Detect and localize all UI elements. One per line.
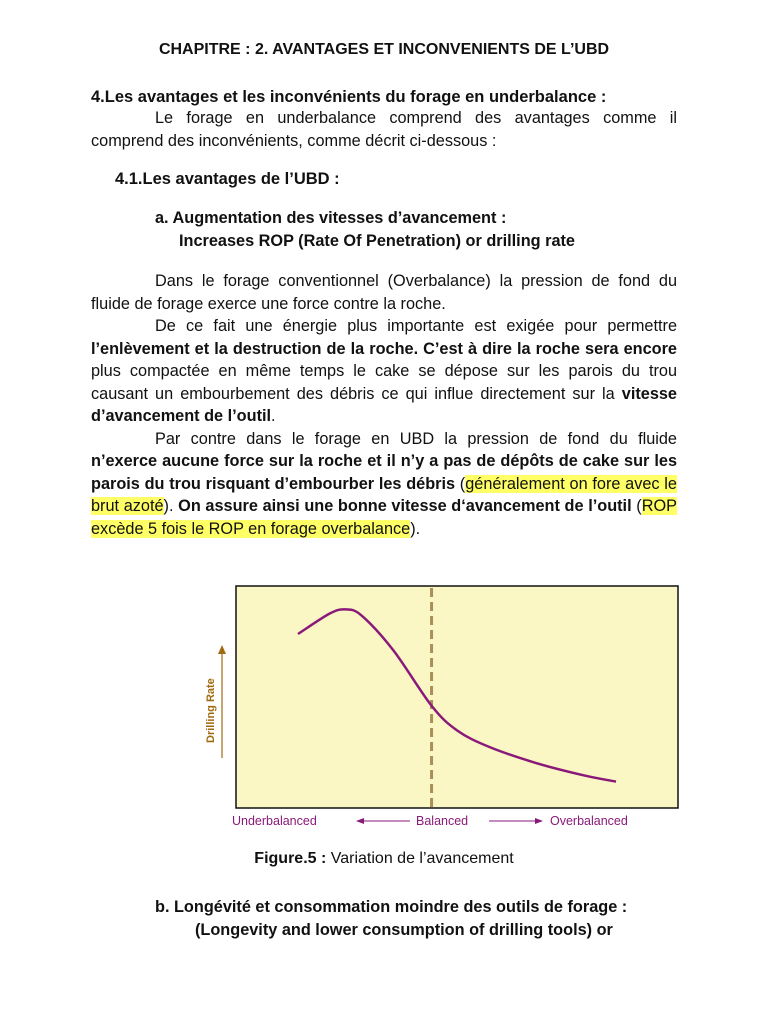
body-paragraphs — [91, 270, 677, 540]
section-4-intro: Le forage en underbalance comprend des avantages comme il comprend des inconvénients, comme décrit ci-dessous : — [91, 109, 677, 150]
item-a-title: a. Augmentation des vitesses d’avancement : — [155, 209, 507, 227]
x-label-underbalanced: Underbalanced — [232, 814, 317, 828]
plot-area — [236, 586, 678, 808]
figure-text: Variation de l’avancement — [326, 850, 514, 867]
section-4-heading: 4.Les avantages et les inconvénients du forage en underbalance : — [91, 88, 607, 106]
paragraph-3: Par contre dans le forage en UBD la pression de fond du fluide n’exerce aucune force sur la roche et il n’y a pas de dépôts de cake sur les parois du trou risquant d’embourber les débris (généralement on fore avec le brut azoté). On assure ainsi une bonne vitesse d‘avancement de l’outil (ROP excède 5 fois le ROP en forage overbalance). — [91, 429, 677, 538]
item-a-heading — [155, 207, 575, 253]
drilling-rate-chart — [205, 583, 682, 843]
figure-label: Figure.5 : — [254, 850, 327, 867]
highlight-brut-azote: généralement on fore avec le brut azoté — [91, 474, 677, 515]
item-a-subtitle: Increases ROP (Rate Of Penetration) or drilling rate — [179, 232, 575, 250]
section-4-1-heading: 4.1.Les avantages de l’UBD : — [115, 170, 340, 188]
item-b-subtitle: (Longevity and lower consumption of drilling tools) or — [195, 921, 613, 939]
paragraph-1: Dans le forage conventionnel (Overbalance) la pression de fond du fluide de forage exerce une force contre la roche. — [91, 272, 677, 313]
paragraph-2: De ce fait une énergie plus importante est exigée pour permettre l’enlèvement et la destruction de la roche. C’est à dire la roche sera encore plus compactée en même temps le cake se dépose sur les parois du trou causant un embourbement des débris ce qui influe directement sur la vitesse d’avancement de l’outil. — [91, 317, 677, 425]
highlight-rop: ROP excède 5 fois le ROP en forage overbalance — [91, 497, 677, 538]
y-axis-arrowhead — [218, 645, 226, 654]
chapter-title: CHAPITRE : 2. AVANTAGES ET INCONVENIENTS DE L’UBD — [158, 41, 610, 58]
item-b-title: b. Longévité et consommation moindre des outils de forage : — [155, 898, 628, 916]
item-b-heading — [155, 896, 627, 942]
y-axis-label: Drilling Rate — [205, 678, 217, 743]
figure-caption — [0, 850, 768, 868]
x-label-overbalanced: Overbalanced — [550, 814, 628, 828]
x-label-balanced: Balanced — [416, 814, 469, 828]
